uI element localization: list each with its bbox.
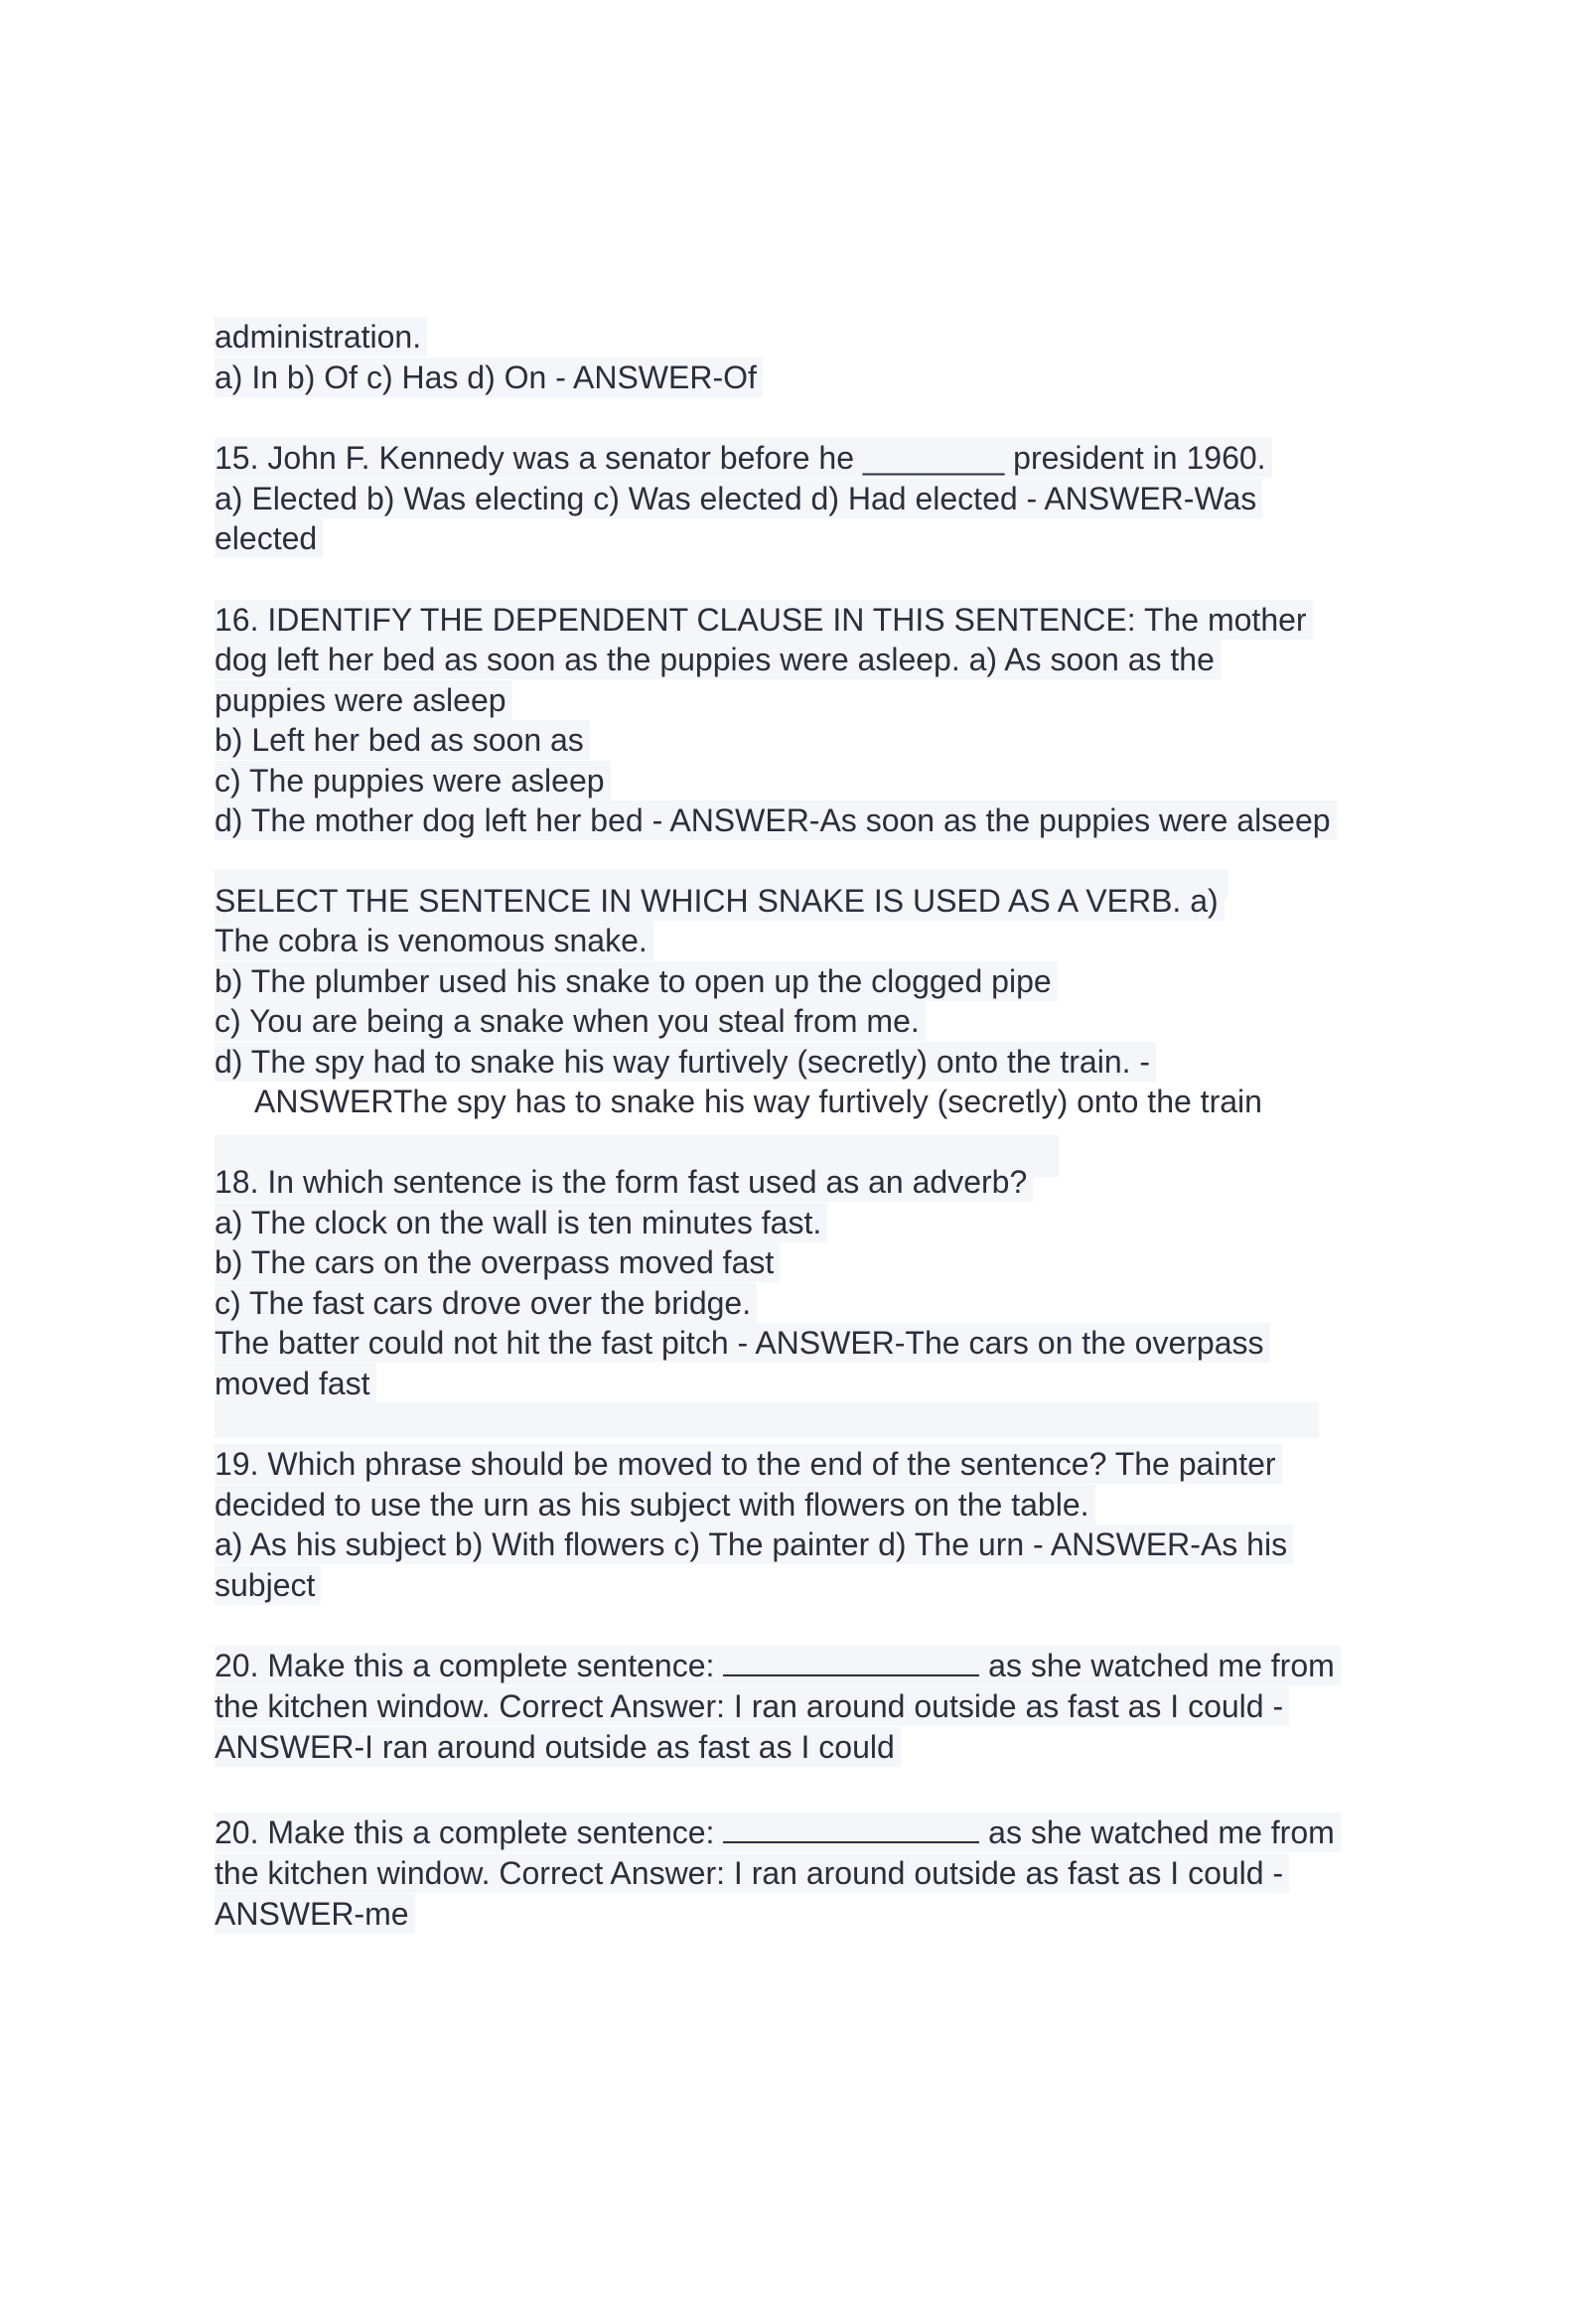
q20b-text-post: as she watched me from <box>979 1815 1335 1850</box>
q14-answer-line: a) In b) Of c) Has d) On - ANSWER-Of <box>215 358 763 397</box>
q20b-question-line-2: the kitchen window. Correct Answer: I ran around outside as fast as I could - <box>215 1853 1289 1893</box>
q15-question-line <box>215 438 1272 478</box>
q16-option-d-answer: d) The mother dog left her bed - ANSWER-As soon as the puppies were alseep <box>215 800 1337 840</box>
q20a-text-pre: 20. Make this a complete sentence: <box>215 1648 724 1683</box>
q17-option-b: b) The plumber used his snake to open up the clogged pipe <box>215 961 1058 1001</box>
q18-option-c: c) The fast cars drove over the bridge. <box>215 1283 757 1323</box>
q18-option-b: b) The cars on the overpass moved fast <box>215 1242 780 1282</box>
q20b-blank <box>723 1814 979 1843</box>
q20a-text-post: as she watched me from <box>979 1648 1335 1683</box>
q18-answer-line-2: moved fast <box>215 1364 376 1403</box>
q15-text-post: president in 1960. <box>1004 440 1266 476</box>
q18-option-d-answer: The batter could not hit the fast pitch - ANSWER-The cars on the overpass <box>215 1323 1270 1363</box>
q18-option-a: a) The clock on the wall is ten minutes fast. <box>215 1203 827 1242</box>
q15-text-pre: 15. John F. Kennedy was a senator before he <box>215 440 863 476</box>
q16-option-a: puppies were asleep <box>215 680 512 720</box>
q16-question-line-1: 16. IDENTIFY THE DEPENDENT CLAUSE IN THIS SENTENCE: The mother <box>215 600 1313 640</box>
q16-question-line-2: dog left her bed as soon as the puppies were asleep. a) As soon as the <box>215 640 1221 679</box>
q14-line-1: administration. <box>215 317 427 357</box>
q17-question-line: SELECT THE SENTENCE IN WHICH SNAKE IS USED AS A VERB. a) <box>215 881 1225 921</box>
q17-answer-line: ANSWERThe spy has to snake his way furtively (secretly) onto the train <box>254 1084 1262 1119</box>
q19-question-line-1: 19. Which phrase should be moved to the end of the sentence? The painter <box>215 1444 1282 1484</box>
q20a-answer-line: ANSWER-I ran around outside as fast as I could <box>215 1727 901 1767</box>
q20b-text-pre: 20. Make this a complete sentence: <box>215 1815 724 1850</box>
q15-answer-line: elected <box>215 518 323 558</box>
q17-option-c: c) You are being a snake when you steal from me. <box>215 1001 926 1041</box>
q15-blank: ________ <box>862 440 1005 476</box>
q16-option-b: b) Left her bed as soon as <box>215 720 590 760</box>
q20b-answer-line: ANSWER-me <box>215 1894 415 1934</box>
q20a-blank <box>723 1647 979 1676</box>
q19-answer-line: subject <box>215 1565 321 1605</box>
q18-question-line: 18. In which sentence is the form fast used as an adverb? <box>215 1162 1033 1202</box>
q15-options-line: a) Elected b) Was electing c) Was elected d) Had elected - ANSWER-Was <box>215 479 1262 518</box>
q16-option-c: c) The puppies were asleep <box>215 761 611 800</box>
highlight-band <box>215 1402 1319 1438</box>
q19-options-line: a) As his subject b) With flowers c) The painter d) The urn - ANSWER-As his <box>215 1525 1293 1564</box>
q17-option-d: d) The spy had to snake his way furtively (secretly) onto the train. - <box>215 1042 1156 1082</box>
q17-option-a: The cobra is venomous snake. <box>215 921 653 960</box>
q20a-question-line-2: the kitchen window. Correct Answer: I ran around outside as fast as I could - <box>215 1686 1289 1726</box>
q19-question-line-2: decided to use the urn as his subject with flowers on the table. <box>215 1485 1095 1525</box>
q20b-question-line <box>215 1813 1341 1852</box>
q20a-question-line <box>215 1646 1341 1685</box>
